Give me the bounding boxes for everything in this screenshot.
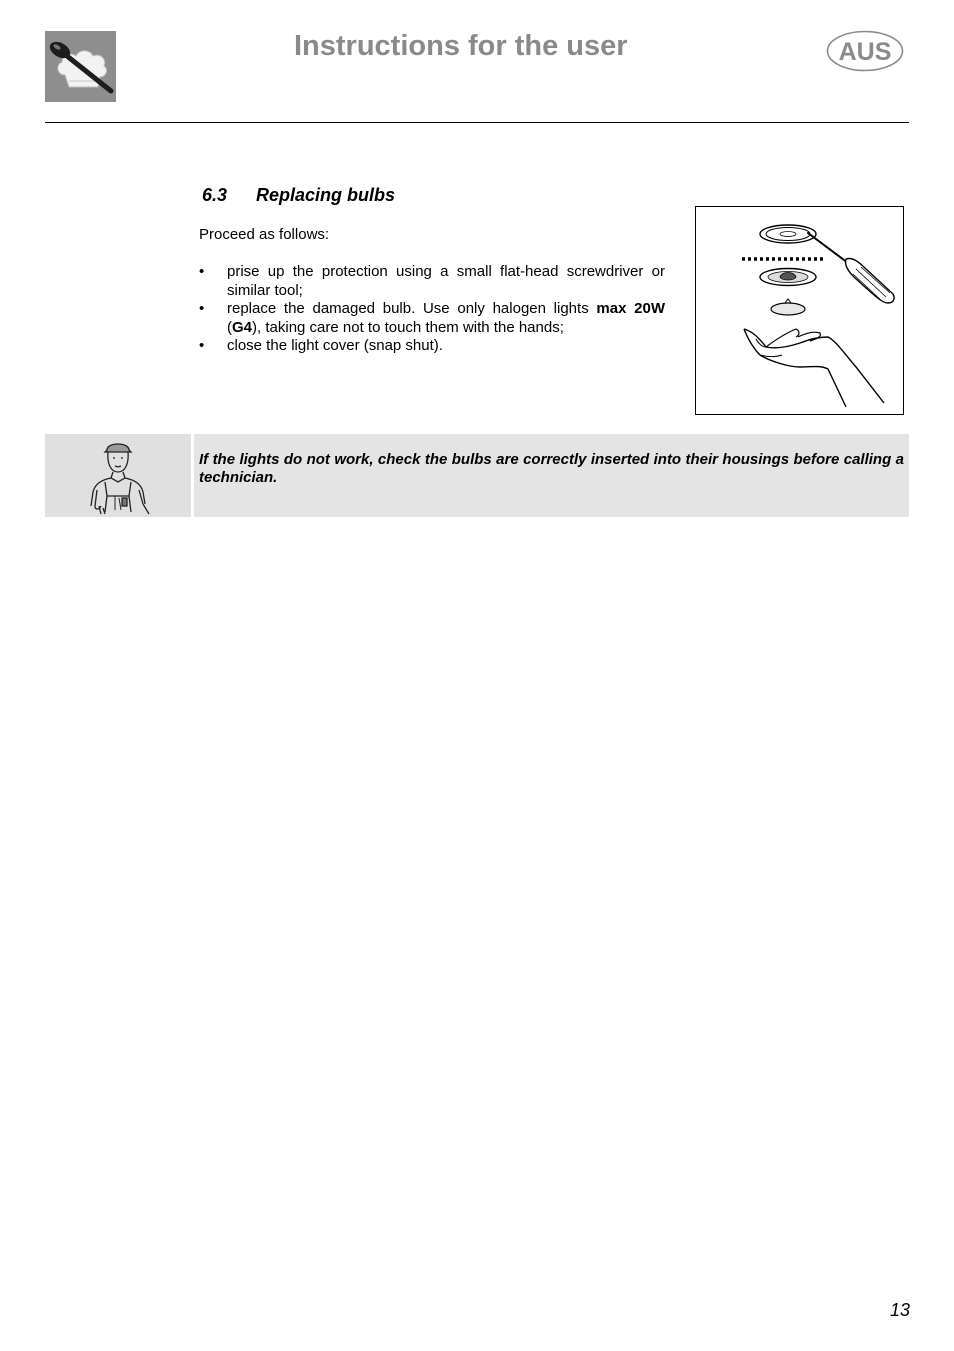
page-number: 13	[889, 1300, 910, 1320]
section-title: Replacing bulbs	[256, 185, 396, 205]
list-item: • replace the damaged bulb. Use only halogen lights max 20W (G4), taking care not to touch them with the hands;	[199, 300, 665, 337]
list-item: • close the light cover (snap shut).	[199, 337, 665, 356]
technician-icon	[45, 434, 194, 517]
section-heading	[202, 185, 395, 206]
steps-list	[199, 263, 665, 356]
note-text: If the lights do not work, check the bulbs are correctly inserted into their housings before calling a technician.	[199, 451, 904, 486]
page-title: Instructions for the user	[294, 30, 628, 62]
country-badge	[826, 30, 904, 72]
list-item: • prise up the protection using a small flat-head screwdriver or similar tool;	[199, 263, 665, 300]
bulb-replacement-illustration	[695, 206, 904, 415]
bulb-wattage: max 20W	[596, 300, 665, 317]
bulb-type: G4	[232, 318, 253, 336]
section-number: 6.3	[202, 185, 228, 205]
note-panel	[45, 434, 909, 517]
country-code: AUS	[838, 38, 892, 66]
intro-text: Proceed as follows:	[199, 226, 330, 243]
spoon-chef-hat-icon	[45, 31, 116, 102]
header-divider	[45, 122, 909, 123]
